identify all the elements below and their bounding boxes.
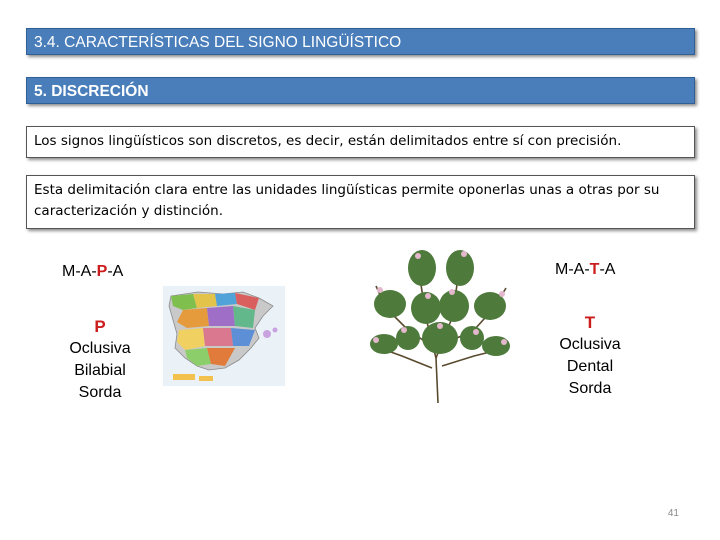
phoneme-p-letter: P [94, 317, 106, 336]
slide-title-banner [26, 28, 695, 55]
slide-title: 3.4. CARACTERÍSTICAS DEL SIGNO LINGÜÍSTICO [34, 34, 402, 51]
feature-manner: Oclusiva [559, 336, 621, 353]
word-mata [555, 261, 615, 279]
feature-voicing: Sorda [568, 380, 612, 397]
word-mapa-key-letter: P [96, 263, 108, 280]
word-mapa [62, 263, 123, 281]
word-mapa-prefix: M-A- [62, 263, 97, 280]
section-title: 5. DISCRECIÓN [34, 83, 149, 100]
word-mata-suffix: -A [599, 261, 616, 278]
thyme-plant-image [356, 238, 526, 413]
word-mata-key-letter: T [589, 261, 600, 278]
feature-place: Dental [566, 358, 614, 375]
phoneme-t-features [545, 312, 635, 400]
explanation-box [26, 175, 695, 229]
thyme-plant-icon [356, 238, 526, 413]
map-of-spain-image [163, 286, 285, 386]
feature-voicing: Sorda [78, 384, 122, 401]
definition-box [26, 126, 695, 158]
phoneme-t-letter: T [584, 313, 596, 332]
page-number: 41 [667, 508, 679, 519]
feature-manner: Oclusiva [69, 340, 131, 357]
definition-text: Los signos lingüísticos son discretos, es decir, están delimitados entre sí con precisión. [34, 133, 622, 149]
explanation-text: Esta delimitación clara entre las unidades lingüísticas permite oponerlas unas a otras por su caracterización y distinción. [34, 182, 660, 219]
phoneme-p-features [55, 316, 145, 404]
feature-place: Bilabial [74, 362, 126, 379]
word-mata-prefix: M-A- [555, 261, 590, 278]
section-title-banner [26, 77, 695, 104]
word-mapa-suffix: -A [107, 263, 124, 280]
map-of-spain-icon [163, 286, 285, 386]
